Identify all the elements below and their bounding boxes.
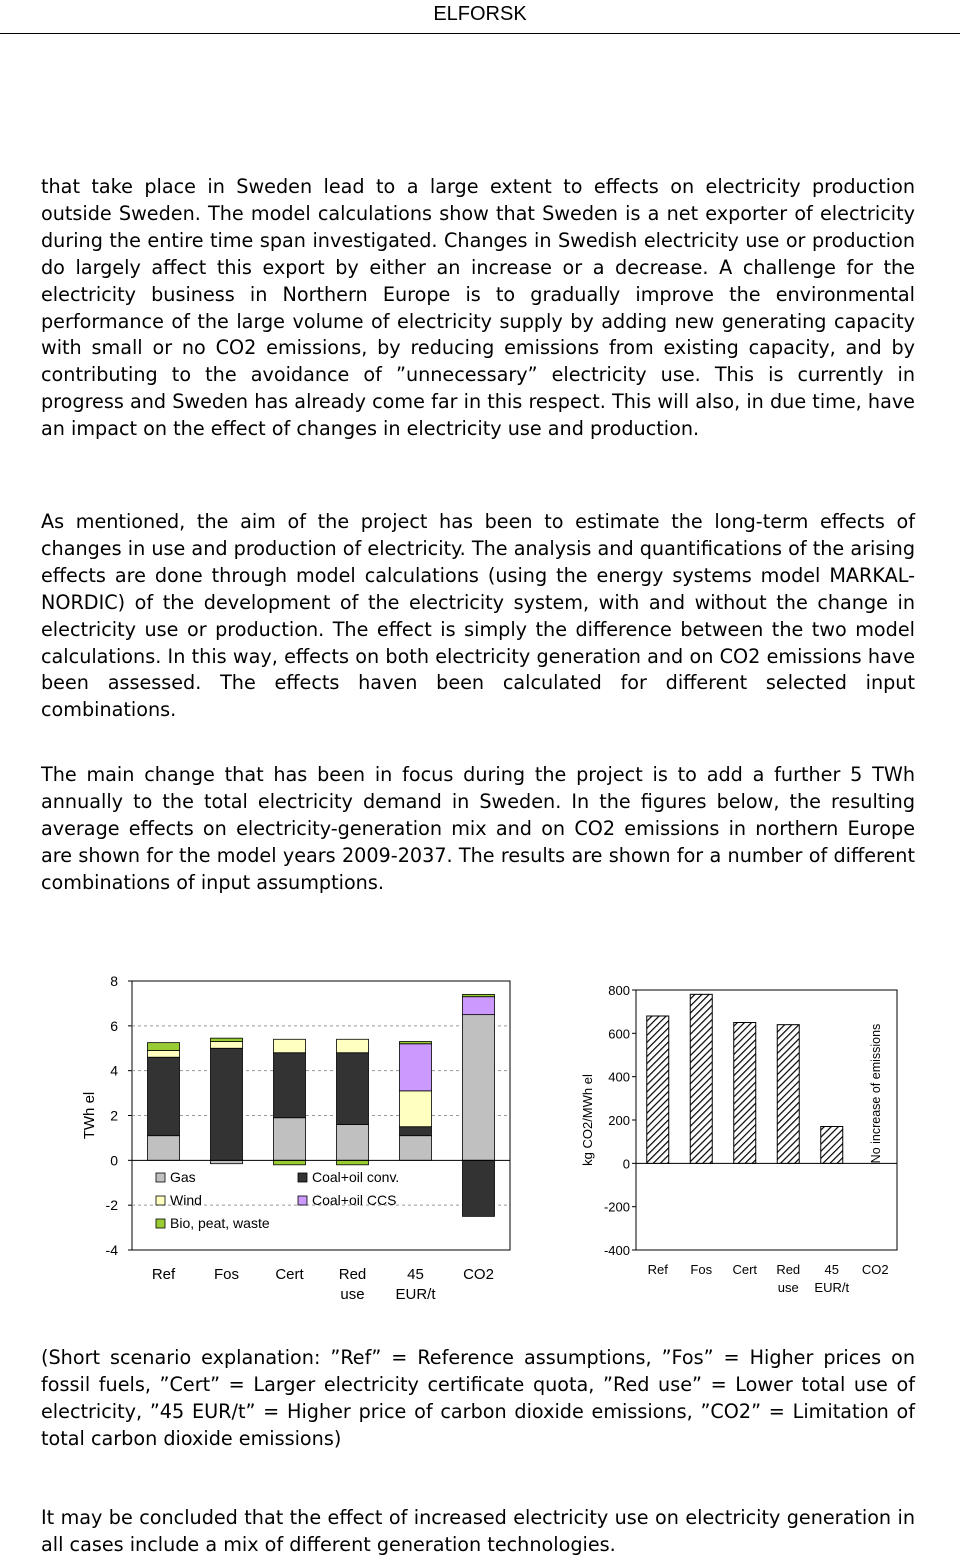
legend-label: Wind [170,1192,202,1208]
bar-segment [211,1038,243,1041]
bar-segment [148,1050,180,1057]
bar-segment [400,1127,432,1136]
generation-mix-chart [70,965,540,1310]
bar-segment [463,1160,495,1216]
header-title: ELFORSK [433,3,527,25]
bar [647,1016,669,1163]
bar-segment [274,1053,306,1118]
x-tick-label: EUR/t [395,1286,436,1303]
y-tick-label: 200 [608,1113,630,1128]
legend-label: Coal+oil CCS [312,1192,397,1208]
y-tick-label: 600 [608,1026,630,1042]
bar-segment [148,1136,180,1161]
legend-swatch [156,1173,165,1182]
x-tick-label: use [777,1280,799,1295]
x-tick-label: Fos [213,1266,240,1283]
x-tick-label: EUR/t [814,1280,850,1295]
bar-segment [211,1048,243,1160]
bar-segment [400,1091,432,1127]
bar-segment [274,1118,306,1161]
legend-label: Coal+oil conv. [312,1169,400,1185]
legend-swatch [298,1196,307,1205]
x-tick-label: 45 [407,1266,424,1283]
x-tick-label: Cert [275,1266,304,1283]
bar-segment [337,1124,369,1160]
x-tick-label: CO2 [463,1266,494,1283]
x-tick-label: Ref [151,1266,176,1283]
y-tick-label: 8 [110,973,118,989]
bar-segment [148,1043,180,1051]
x-tick-label: use [340,1286,365,1303]
bar [690,994,712,1163]
co2-emissions-chart [572,975,902,1310]
bar [777,1025,799,1164]
legend-swatch [298,1173,307,1182]
paragraph-5: It may be concluded that the effect of increased electricity use on electricity generation in all cases include a mix of different generation technologies. [41,1506,915,1556]
y-axis-label: kg CO2/MWh el [580,1074,595,1166]
legend-label: Gas [170,1169,196,1185]
bar [734,1023,756,1164]
bar-segment [463,1015,495,1161]
y-tick-label: -2 [105,1197,118,1214]
bar-segment [211,1042,243,1049]
legend-swatch [156,1219,165,1228]
y-tick-label: 0 [110,1152,118,1169]
bar-segment [463,997,495,1015]
bar-segment [274,1039,306,1052]
y-tick-label: -4 [105,1242,118,1258]
bar-segment [274,1160,306,1164]
x-tick-label: Red [338,1266,367,1283]
bar-segment [400,1042,432,1044]
y-tick-label: 400 [608,1069,630,1085]
legend-swatch [156,1196,165,1205]
bar-segment [148,1057,180,1135]
y-tick-label: -200 [603,1199,630,1215]
bar-segment [211,1160,243,1163]
page-header [0,0,960,34]
x-tick-label: Fos [690,1262,713,1277]
y-tick-label: -400 [603,1243,630,1258]
y-axis-label: TWh el [81,1091,98,1140]
legend-label: Bio, peat, waste [170,1215,270,1231]
paragraph-1: that take place in Sweden lead to a large extent to effects on electricity production outside Sweden. The model calculations show that Sweden is a net exporter of electricity during the entire time span investigated. Changes in Swedish electricity use or production do largely affect this export by either an increase or a decrease. A challenge for the electricity business in Northern Europe is to gradually improve the environmental performance of the large volume of electricity supply by adding new generating capacity with small or no CO2 emissions, by reducing emissions from existing capacity, and by contributing to the avoidance of ”unnecessary” electricity use. This is currently in progress and Sweden has already come far in this respect. This will also, in due time, have an impact on the effect of changes in electricity use and production. [41,175,915,441]
bar-segment [337,1039,369,1052]
bar-segment [400,1136,432,1161]
x-tick-label: Cert [732,1262,758,1277]
bar-segment [337,1053,369,1125]
paragraph-4: (Short scenario explanation: ”Ref” = Reference assumptions, ”Fos” = Higher prices on fossil fuels, ”Cert” = Larger electricity certificate quota, ”Red use” = Lower total use of electricity, ”45 EUR/t” = Higher price of carbon dioxide emissions, ”CO2” = Limitation of total carbon dioxide emissions) [41,1346,915,1450]
plot-frame [636,990,897,1250]
bar-segment [337,1160,369,1164]
x-tick-label: Ref [647,1262,668,1277]
y-tick-label: 2 [110,1107,118,1124]
bar-segment [400,1044,432,1091]
paragraph-2: As mentioned, the aim of the project has been to estimate the long-term effects of changes in use and production of electricity. The analysis and quantifications of the arising effects are done through model calculations (using the energy systems model MARKAL-NORDIC) of the development of the electricity system, with and without the change in electricity use or production. The effect is simply the difference between the two model calculations. In this way, effects on both electricity generation and on CO2 emissions have been assessed. The effects haven been calculated for different selected input combinations. [41,510,915,722]
bar-segment [463,994,495,996]
x-tick-label: Red [776,1262,801,1277]
y-tick-label: 6 [110,1017,118,1034]
no-emissions-annotation: No increase of emissions [869,1023,884,1164]
y-tick-label: 0 [622,1156,630,1172]
bar [821,1127,843,1164]
y-tick-label: 4 [110,1062,118,1079]
x-tick-label: 45 [824,1262,839,1277]
paragraph-3: The main change that has been in focus during the project is to add a further 5 TWh annually to the total electricity demand in Sweden. In the figures below, the resulting average effects on electricity-generation mix and on CO2 emissions in northern Europe are shown for the model years 2009-2037. The results are shown for a number of different combinations of input assumptions. [41,763,915,894]
y-tick-label: 800 [608,983,630,998]
x-tick-label: CO2 [861,1262,889,1277]
